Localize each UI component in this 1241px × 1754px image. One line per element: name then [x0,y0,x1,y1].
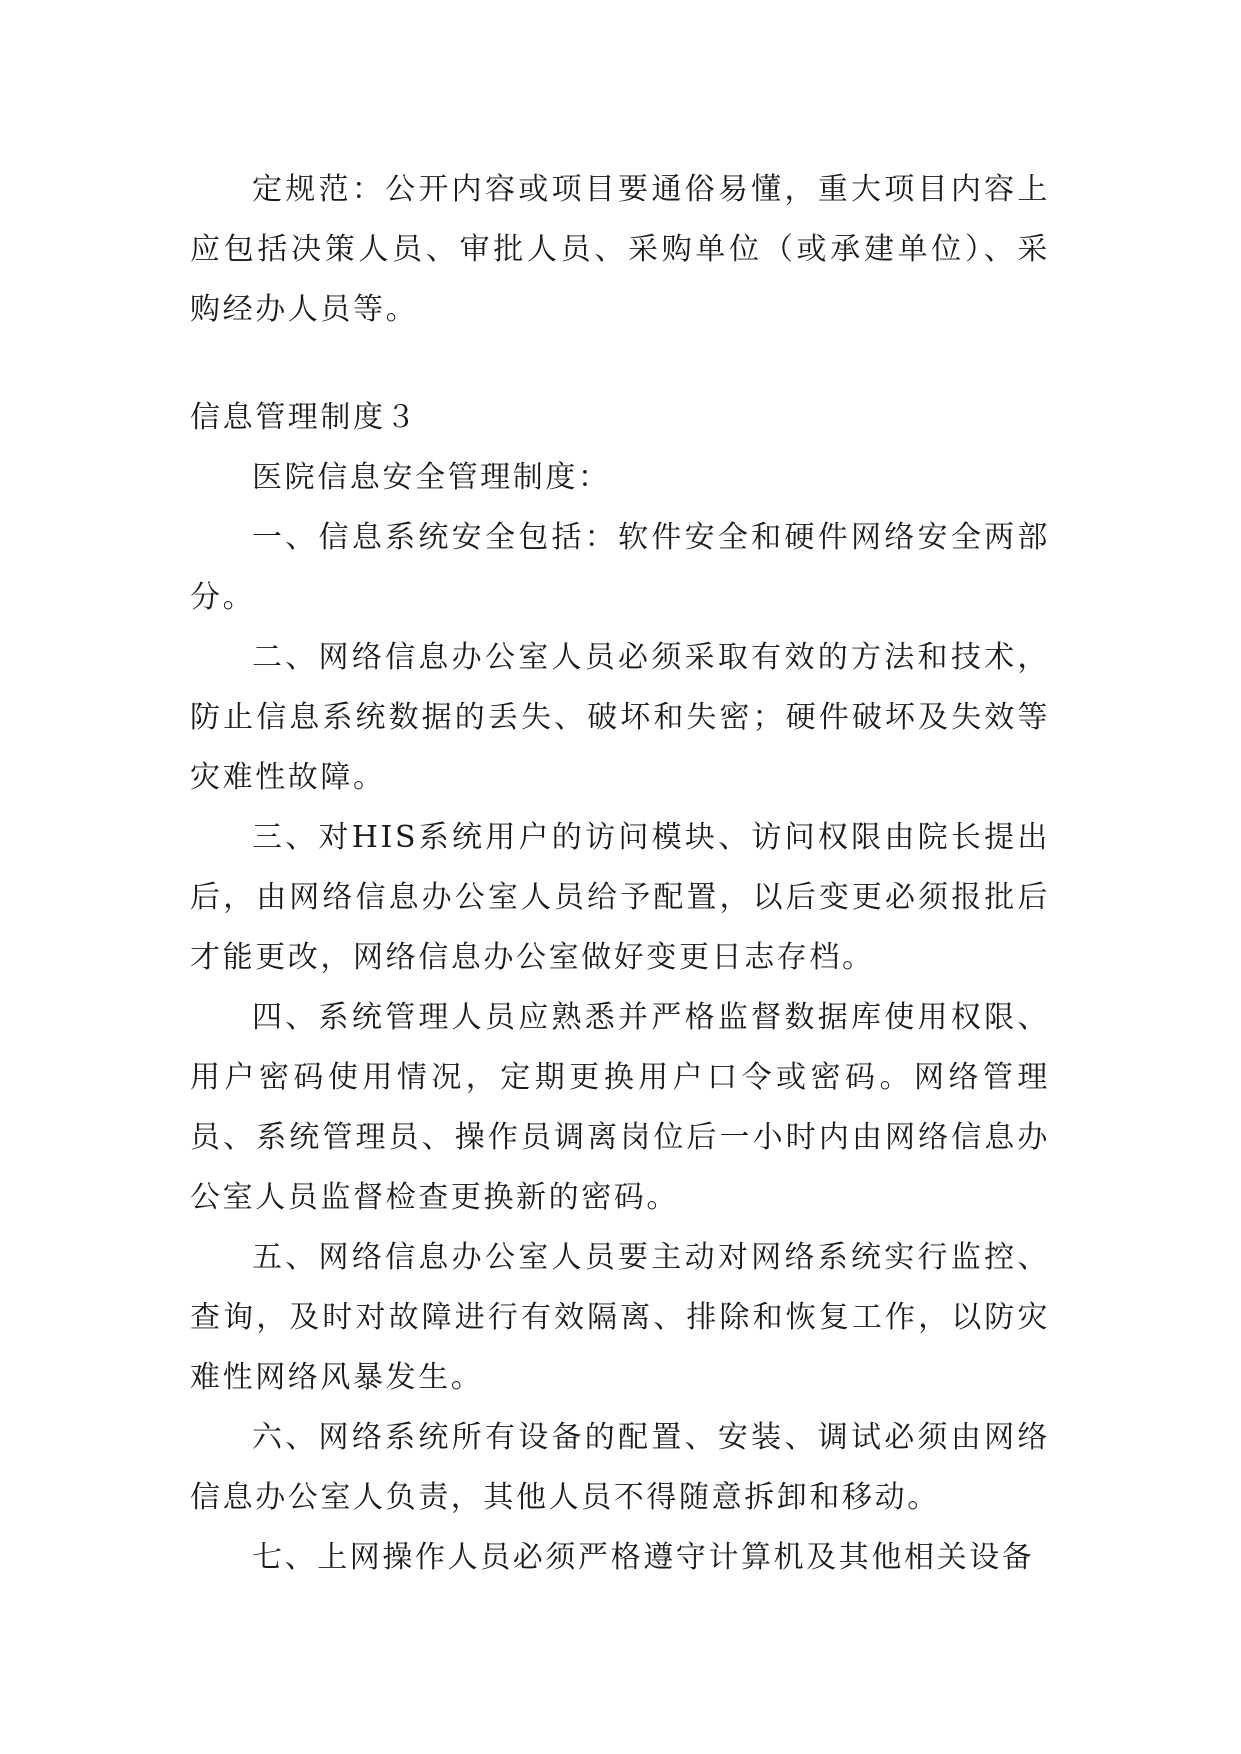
section-heading: 信息管理制度３ [190,400,419,435]
policy-subtitle: 医院信息安全管理制度： [252,460,611,495]
intro-paragraph: 定规范：公开内容或项目要通俗易懂，重大项目内容上应包括决策人员、审批人员、采购单位（或承建单位）、采购经办人员等。 [190,172,1050,327]
policy-item-7: 七、上网操作人员必须严格遵守计算机及其他相关设备 [252,1540,1035,1575]
policy-item-1: 一、信息系统安全包括：软件安全和硬件网络安全两部分。 [190,520,1050,615]
policy-item-2: 二、网络信息办公室人员必须采取有效的方法和技术，防止信息系统数据的丢失、破坏和失密；硬件破坏及失效等灾难性故障。 [190,640,1050,795]
policy-item-6: 六、网络系统所有设备的配置、安装、调试必须由网络信息办公室人负责，其他人员不得随意拆卸和移动。 [190,1420,1050,1515]
policy-item-4: 四、系统管理人员应熟悉并严格监督数据库使用权限、用户密码使用情况，定期更换用户口令或密码。网络管理员、系统管理员、操作员调离岗位后一小时内由网络信息办公室人员监督检查更换新的密码。 [190,1000,1050,1215]
document-body [190,160,1050,1588]
policy-item-3: 三、对HIS系统用户的访问模块、访问权限由院长提出后，由网络信息办公室人员给予配置，以后变更必须报批后才能更改，网络信息办公室做好变更日志存档。 [190,820,1050,975]
policy-item-5: 五、网络信息办公室人员要主动对网络系统实行监控、查询，及时对故障进行有效隔离、排除和恢复工作，以防灾难性网络风暴发生。 [190,1240,1050,1395]
